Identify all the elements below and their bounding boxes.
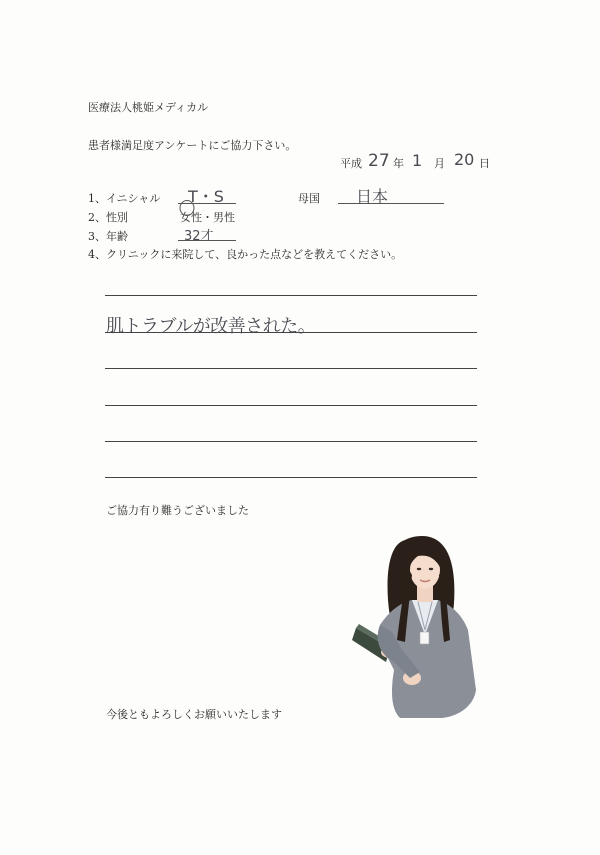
answer-rule-3 xyxy=(105,368,477,369)
date-day-unit: 日 xyxy=(479,157,490,170)
answer-rule-5 xyxy=(105,441,477,442)
date-month: 1 xyxy=(412,151,423,170)
gender-circle-mark xyxy=(178,199,198,217)
date-year-unit: 年 xyxy=(393,157,404,170)
age-label: 3、年齢 xyxy=(88,230,128,243)
answer-rule-6 xyxy=(105,477,477,478)
clinic-name: 医療法人桃姫メディカル xyxy=(88,101,209,114)
gender-options: 女性・男性 xyxy=(180,211,235,224)
initials-label: 1、イニシャル xyxy=(88,192,161,205)
gender-label: 2、性別 xyxy=(88,211,128,224)
answer-rule-4 xyxy=(105,405,477,406)
answer-rule-2 xyxy=(105,332,477,333)
date-era: 平成 xyxy=(340,157,362,170)
initials-value: T・S xyxy=(188,187,224,206)
staff-photo xyxy=(350,530,485,720)
closing-text: 今後ともよろしくお願いいたします xyxy=(106,708,282,721)
age-underline xyxy=(178,240,236,241)
country-label: 母国 xyxy=(298,192,320,205)
age-value: 32才 xyxy=(184,229,214,244)
date-month-unit: 月 xyxy=(434,157,445,170)
date-year: 27 xyxy=(368,151,390,171)
thanks-text: ご協力有り難うございました xyxy=(106,504,249,517)
survey-intro: 患者様満足度アンケートにご協力下さい。 xyxy=(88,139,297,152)
date-day: 20 xyxy=(454,150,475,169)
feedback-answer: 肌トラブルが改善された。 xyxy=(106,316,316,337)
country-underline xyxy=(338,203,444,204)
answer-rule-1 xyxy=(105,295,477,296)
feedback-label: 4、クリニックに来院して、良かった点などを教えてください。 xyxy=(88,248,403,261)
country-value: 日本 xyxy=(356,187,389,206)
